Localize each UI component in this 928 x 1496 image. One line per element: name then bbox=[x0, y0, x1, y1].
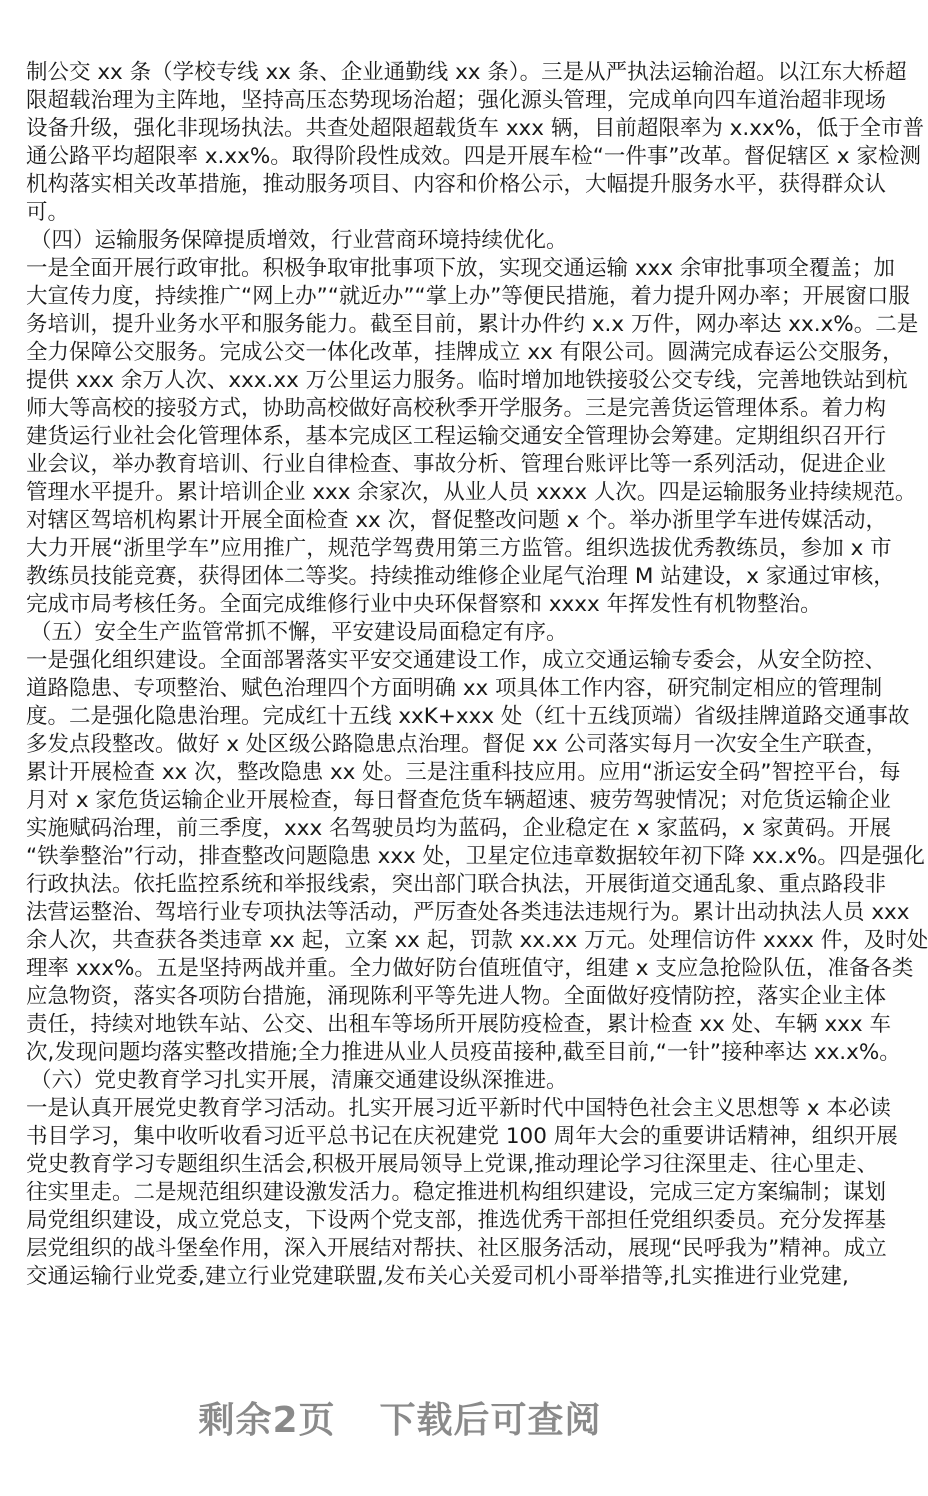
text-line: 全力保障公交服务。完成公交一体化改革，挂牌成立 xx 有限公司。圆满完成春运公交服务， bbox=[26, 340, 904, 365]
text-line: 制公交 xx 条（学校专线 xx 条、企业通勤线 xx 条）。三是从严执法运输治超。以江东大桥超 bbox=[26, 60, 907, 85]
text-line: 教练员技能竞赛，获得团体二等奖。持续推动维修企业尾气治理 M 站建设，x 家通过审核， bbox=[26, 564, 895, 589]
text-line: 一是全面开展行政审批。积极争取审批事项下放，实现交通运输 xxx 余审批事项全覆盖；加 bbox=[26, 256, 895, 281]
text-line: 多发点段整改。做好 x 处区级公路隐患点治理。督促 xx 公司落实每月一次安全生产联查， bbox=[26, 732, 888, 757]
text-line: 业会议，举办教育培训、行业自律检查、事故分析、管理台账评比等一系列活动，促进企业 bbox=[26, 452, 887, 477]
text-line: 行政执法。依托监控系统和举报线索，突出部门联合执法，开展街道交通乱象、重点路段非 bbox=[26, 872, 887, 897]
section-heading: （五）安全生产监管常抓不懈，平安建设局面稳定有序。 bbox=[30, 620, 568, 645]
text-line: 交通运输行业党委,建立行业党建联盟,发布关心关爱司机小哥举措等,扎实推进行业党建, bbox=[26, 1264, 849, 1289]
text-line: 大宣传力度，持续推广“网上办”“就近办”“掌上办”等便民措施，着力提升网办率；开展窗口服 bbox=[26, 284, 910, 309]
text-line: 理率 xxx%。五是坚持两战并重。全力做好防台值班值守，组建 x 支应急抢险队伍，准备各类 bbox=[26, 956, 914, 981]
text-line: 一是强化组织建设。全面部署落实平安交通建设工作，成立交通运输专委会，从安全防控、 bbox=[26, 648, 887, 673]
text-line: 累计开展检查 xx 次，整改隐患 xx 处。三是注重科技应用。应用“浙运安全码”智控平台，每 bbox=[26, 760, 901, 785]
text-line: 党史教育学习专题组织生活会,积极开展局领导上党课,推动理论学习往深里走、往心里走、 bbox=[26, 1152, 879, 1177]
text-line: 建货运行业社会化管理体系，基本完成区工程运输交通安全管理协会筹建。定期组织召开行 bbox=[26, 424, 887, 449]
text-line: 对辖区驾培机构累计开展全面检查 xx 次，督促整改问题 x 个。举办浙里学车进传媒活动， bbox=[26, 508, 888, 533]
text-line: 可。 bbox=[26, 200, 70, 225]
download-hint-label: 下载后可查阅 bbox=[379, 1400, 602, 1441]
text-line: 书目学习，集中收听收看习近平总书记在庆祝建党 100 周年大会的重要讲话精神，组织开展 bbox=[26, 1124, 898, 1149]
text-line: 管理水平提升。累计培训企业 xxx 余家次，从业人员 xxxx 人次。四是运输服务业持续规范。 bbox=[26, 480, 917, 505]
preview-limit-banner[interactable] bbox=[0, 1392, 800, 1443]
document-body bbox=[26, 59, 928, 1291]
section-heading: （六）党史教育学习扎实开展，清廉交通建设纵深推进。 bbox=[30, 1068, 568, 1093]
text-line: 大力开展“浙里学车”应用推广，规范学驾费用第三方监管。组织选拔优秀教练员，参加 x 市 bbox=[26, 536, 892, 561]
text-line: 责任，持续对地铁车站、公交、出租车等场所开展防疫检查，累计检查 xx 处、车辆 xxx 车 bbox=[26, 1012, 891, 1037]
text-line: 师大等高校的接驳方式，协助高校做好高校秋季开学服务。三是完善货运管理体系。着力构 bbox=[26, 396, 887, 421]
remaining-pages-label: 剩余2页 bbox=[198, 1400, 336, 1441]
text-line: 机构落实相关改革措施，推动服务项目、内容和价格公示，大幅提升服务水平，获得群众认 bbox=[26, 172, 887, 197]
text-line: 度。二是强化隐患治理。完成红十五线 xxK+xxx 处（红十五线顶端）省级挂牌道路交通事故 bbox=[26, 704, 910, 729]
section-heading: （四）运输服务保障提质增效，行业营商环境持续优化。 bbox=[30, 228, 568, 253]
text-line: 余人次，共查获各类违章 xx 起，立案 xx 起，罚款 xx.xx 万元。处理信访件 xxxx 件，及时处 bbox=[26, 928, 928, 953]
text-line: 完成市局考核任务。全面完成维修行业中央环保督察和 xxxx 年挥发性有机物整治。 bbox=[26, 592, 822, 617]
text-line: 法营运整治、驾培行业专项执法等活动，严厉查处各类违法违规行为。累计出动执法人员 xxx bbox=[26, 900, 910, 925]
text-line: 月对 x 家危货运输企业开展检查，每日督查危货车辆超速、疲劳驾驶情况；对危货运输企业 bbox=[26, 788, 891, 813]
text-line: 实施赋码治理，前三季度，xxx 名驾驶员均为蓝码，企业稳定在 x 家蓝码，x 家黄码。开展 bbox=[26, 816, 891, 841]
text-line: 设备升级，强化非现场执法。共查处超限超载货车 xxx 辆，目前超限率为 x.xx%，低于全市普 bbox=[26, 116, 925, 141]
text-line: 往实里走。二是规范组织建设激发活力。稳定推进机构组织建设，完成三定方案编制；谋划 bbox=[26, 1180, 887, 1205]
text-line: 应急物资，落实各项防台措施，涌现陈利平等先进人物。全面做好疫情防控，落实企业主体 bbox=[26, 984, 887, 1009]
text-line: 层党组织的战斗堡垒作用，深入开展结对帮扶、社区服务活动，展现“民呼我为”精神。成立 bbox=[26, 1236, 887, 1261]
text-line: 道路隐患、专项整治、赋色治理四个方面明确 xx 项具体工作内容，研究制定相应的管理制 bbox=[26, 676, 883, 701]
text-line: 务培训，提升业务水平和服务能力。截至目前，累计办件约 x.x 万件，网办率达 xx.x%。二是 bbox=[26, 312, 919, 337]
text-line: 一是认真开展党史教育学习活动。扎实开展习近平新时代中国特色社会主义思想等 x 本必读 bbox=[26, 1096, 891, 1121]
text-line: 局党组织建设，成立党总支，下设两个党支部，推选优秀干部担任党组织委员。充分发挥基 bbox=[26, 1208, 887, 1233]
text-line: 限超载治理为主阵地，坚持高压态势现场治超；强化源头管理，完成单向四车道治超非现场 bbox=[26, 88, 887, 113]
text-line: 通公路平均超限率 x.xx%。取得阶段性成效。四是开展车检“一件事”改革。督促辖区 x 家检测 bbox=[26, 144, 921, 169]
text-line: 提供 xxx 余万人次、xxx.xx 万公里运力服务。临时增加地铁接驳公交专线，完善地铁站到杭 bbox=[26, 368, 908, 393]
text-line: “铁拳整治”行动，排查整改问题隐患 xxx 处，卫星定位违章数据较年初下降 xx.x%。四是强化 bbox=[26, 844, 925, 869]
text-line: 次,发现问题均落实整改措施;全力推进从业人员疫苗接种,截至目前,“一针”接种率达 xx.x%。 bbox=[26, 1040, 901, 1065]
